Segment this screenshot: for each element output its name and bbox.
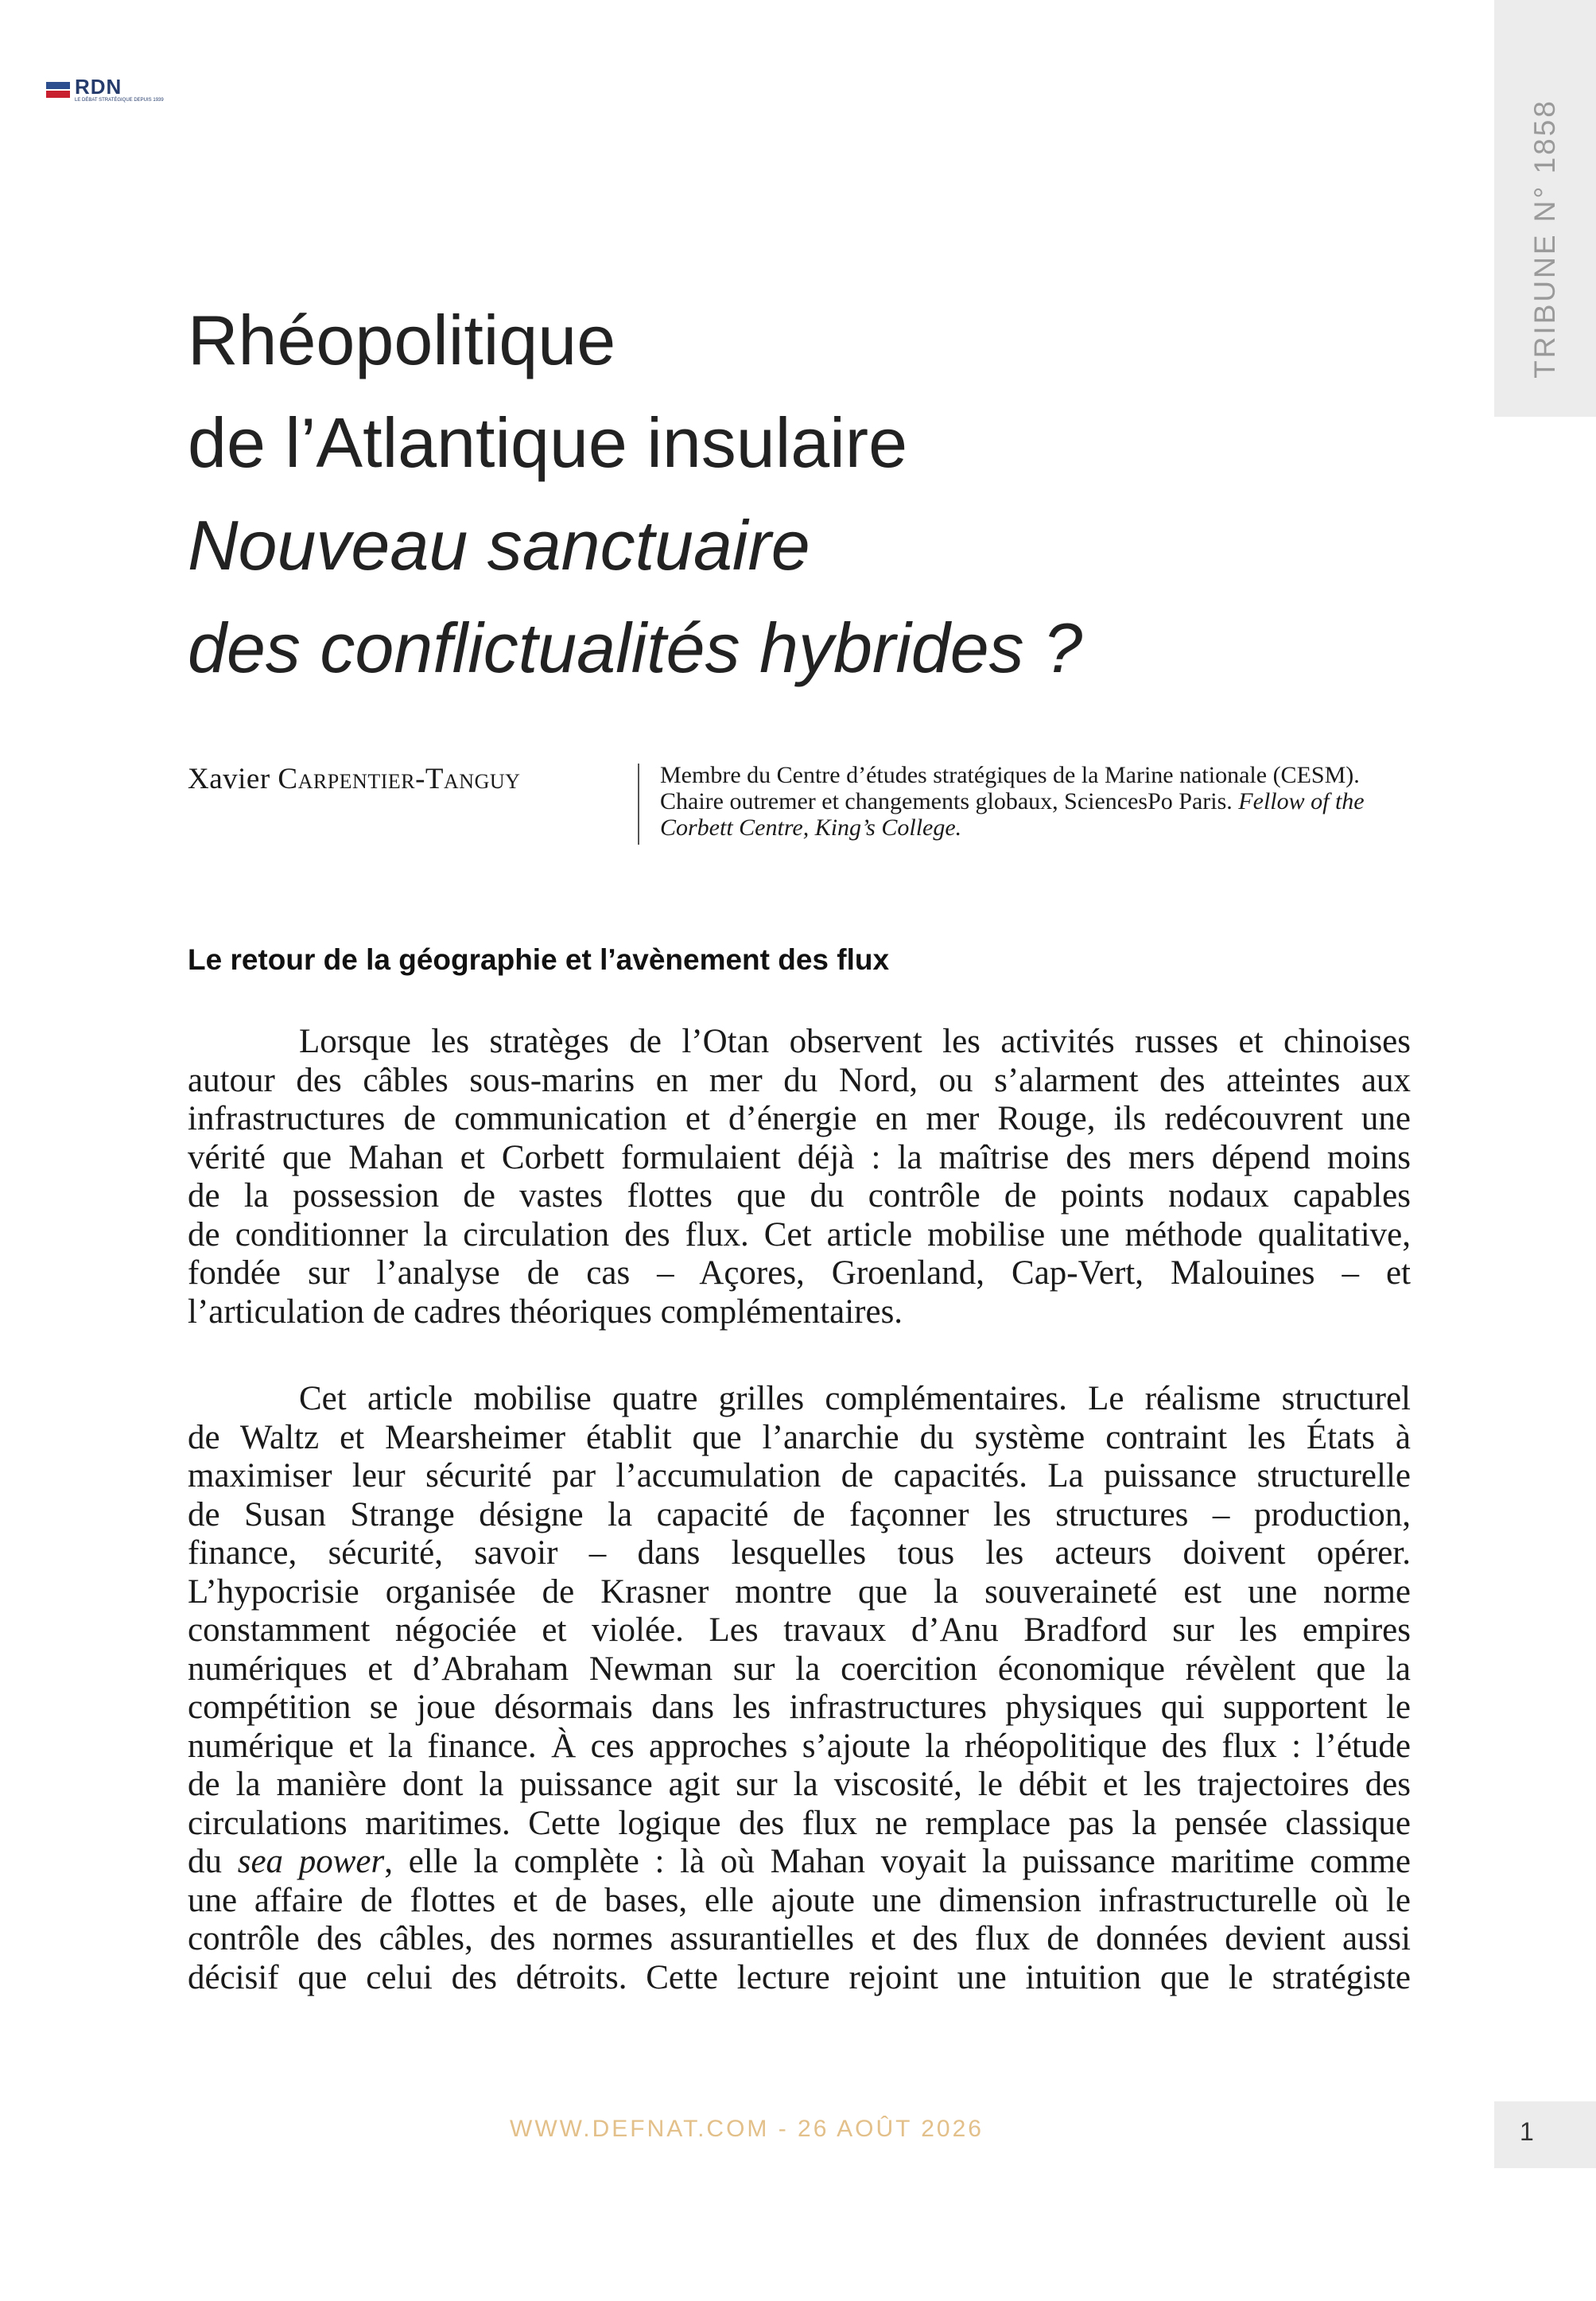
bio-text: Chaire outremer et changements globaux, SciencesPo Paris. [660,788,1233,814]
text-line: numériques et d’Abraham Newman sur la coercition économique révèlent que la [188,1650,1411,1688]
author-last-name: Carpentier-Tanguy [278,763,521,795]
text-line: infrastructures de communication et d’énergie en mer Rouge, ils redécouvrent une [188,1100,1411,1137]
text-line: L’hypocrisie organisée de Krasner montre que la souveraineté est une norme [188,1572,1411,1611]
text-line: vérité que Mahan et Corbett formulaient déjà : la maîtrise des mers dépend moins [188,1138,1411,1176]
paragraph-2 [188,1380,1411,1997]
text-line: décisif que celui des détroits. Cette lecture rejoint une intuition que le stratégiste [188,1958,1411,1996]
text-line [188,1843,1411,1882]
text-line: de Waltz et Mearsheimer établit que l’anarchie du système contraint les États à [188,1418,1411,1456]
author-name [188,762,520,796]
text-line: autour des câbles sous-marins en mer du Nord, ou s’alarment des atteintes aux [188,1061,1411,1099]
footer-site-date: WWW.DEFNAT.COM - 26 AOÛT 2026 [510,2116,984,2142]
text-line: l’articulation de cadres théoriques complémentaires. [188,1292,903,1331]
text-line: de la manière dont la puissance agit sur la viscosité, le débit et les trajectoires des [188,1766,1411,1803]
bio-line: Membre du Centre d’études stratégiques de la Marine nationale (CESM). [660,762,1360,788]
flag-icon [46,82,70,98]
text-line: de Susan Strange désigne la capacité de façonner les structures – production, [188,1495,1411,1533]
text-line: une affaire de flottes et de bases, elle ajoute une dimension infrastructurelle où le [188,1881,1411,1919]
bio-italic-text: Fellow of the [1238,788,1365,814]
text-line: finance, sécurité, savoir – dans lesquelles tous les acteurs doivent opérer. [188,1534,1411,1572]
title-line: Rhéopolitique [188,301,616,379]
rdn-logo [46,75,164,107]
bio-line [660,788,1415,814]
logo-text: RDN [75,75,122,99]
text-line: de la possession de vastes flottes que du contrôle de points nodaux capables [188,1177,1411,1215]
title-line: de l’Atlantique insulaire [188,403,908,482]
tribune-tab [1494,0,1596,417]
text-line: Cet article mobilise quatre grilles complémentaires. Le réalisme structurel [299,1380,1411,1417]
subtitle-line: des conflictualités hybrides ? [188,608,1083,687]
text-run: du [188,1843,238,1880]
author-first-name: Xavier [188,763,270,795]
paragraph-1 [188,1023,1411,1331]
italic-term: sea power [237,1843,385,1880]
section-heading: Le retour de la géographie et l’avènement des flux [188,943,890,976]
text-run: , elle la complète : là où Mahan voyait la puissance maritime comme [384,1843,1411,1880]
article-title [188,289,1476,699]
bio-line [660,814,1415,841]
subtitle-line: Nouveau sanctuaire [188,506,810,585]
page-number-box [1494,2101,1596,2168]
logo-subtitle: LE DÉBAT STRATÉGIQUE DEPUIS 1939 [75,98,164,103]
text-line: contrôle des câbles, des normes assurantielles et des flux de données devient aussi [188,1920,1411,1957]
tribune-label: TRIBUNE N° 1858 [1528,99,1561,379]
page-number: 1 [1520,2117,1534,2146]
bio-italic-text: Corbett Centre, King’s College. [660,814,962,841]
text-line: compétition se joue désormais dans les infrastructures physiques qui supportent le [188,1689,1411,1726]
text-line: maximiser leur sécurité par l’accumulation de capacités. La puissance structurelle [188,1457,1411,1494]
text-line: circulations maritimes. Cette logique des flux ne remplace pas la pensée classique [188,1804,1411,1842]
author-bio [660,762,1415,841]
text-line: fondée sur l’analyse de cas – Açores, Groenland, Cap-Vert, Malouines – et [188,1254,1411,1292]
author-divider [638,764,639,845]
text-line: de conditionner la circulation des flux. Cet article mobilise une méthode qualitative, [188,1215,1411,1254]
text-line: constamment négociée et violée. Les travaux d’Anu Bradford sur les empires [188,1611,1411,1649]
text-line: Lorsque les stratèges de l’Otan observent les activités russes et chinoises [299,1023,1411,1060]
text-line: numérique et la finance. À ces approches s’ajoute la rhéopolitique des flux : l’étude [188,1727,1411,1765]
